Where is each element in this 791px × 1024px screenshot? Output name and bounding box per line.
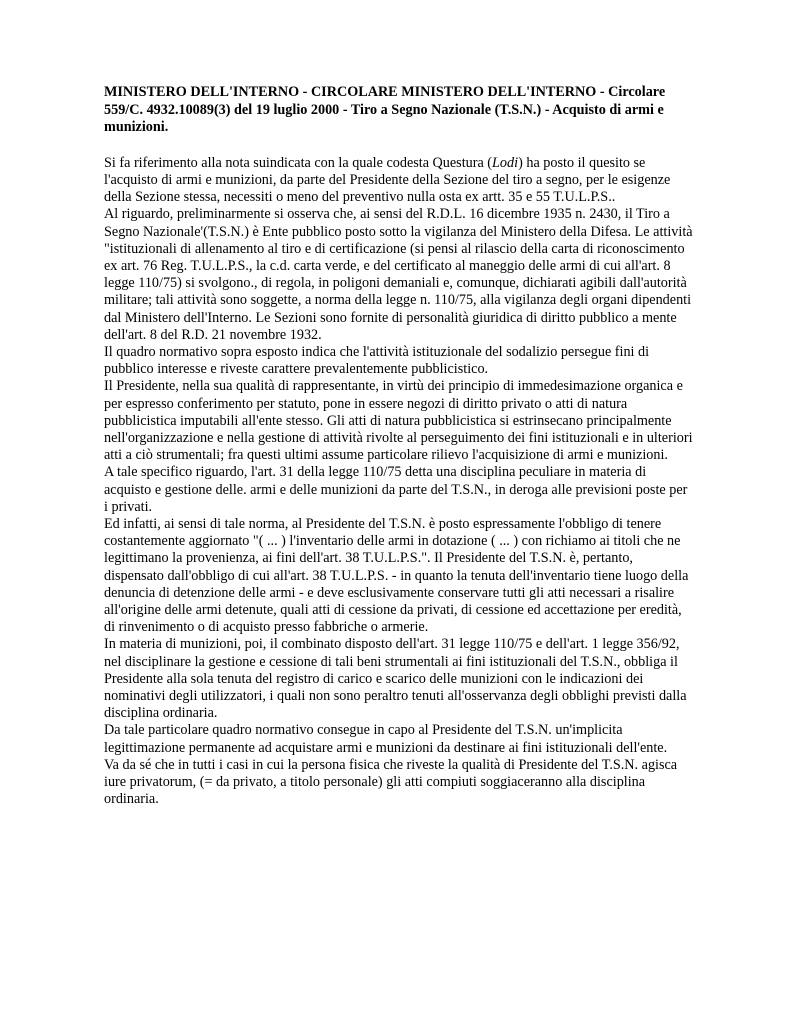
paragraph-1 (104, 155, 694, 207)
document-title: MINISTERO DELL'INTERNO - CIRCOLARE MINISTERO DELL'INTERNO - Circolare 559/C. 4932.10089(3) del 19 luglio 2000 - Tiro a Segno Nazionale (T.S.N.) - Acquisto di armi e munizioni. (104, 84, 666, 136)
paragraph-9: Va da sé che in tutti i casi in cui la persona fisica che riveste la qualità di Presidente del T.S.N. agisca iure privatorum, (= da privato, a titolo personale) gli atti compiuti soggiaceranno alla disciplina ordinaria. (104, 756, 678, 808)
paragraph-7: In materia di munizioni, poi, il combinato disposto dell'art. 31 legge 110/75 e dell'art. 1 legge 356/92, nel disciplinare la gestione e cessione di tali beni strumentali ai fini istituzionali del T.S.N., obbliga il Presidente alla sola tenuta del registro di carico e scarico delle munizioni con le indicazioni dei nominativi degli utilizzatori, i quali non sono peraltro tenuti all'osservanza degli obblighi previsti dalla disciplina ordinaria. (104, 636, 687, 722)
paragraph-1-italic: Lodi (492, 154, 519, 171)
paragraph-2: Al riguardo, preliminarmente si osserva che, ai sensi del R.D.L. 16 dicembre 1935 n. 2430, il Tiro a Segno Nazionale'(T.S.N.) è Ente pubblico posto sotto la vigilanza del Ministero della Difesa. Le attività "istituzionali di allenamento al tiro e di certificazione (si pensi al rilascio della carta di riconoscimento ex art. 76 Reg. T.U.L.P.S., la c.d. carta verde, e del certificato al maneggio delle armi di cui all'art. 8 legge 110/75) si svolgono., di regola, in poligoni demaniali e, comunque, dichiarati agibili dall'autorità militare; tali attività sono soggette, a norma della legge n. 110/75, alla vigilanza degli organi dipendenti dal Ministero dell'Interno. Le Sezioni sono fornite di personalità giuridica di diritto pubblico a mente dell'art. 8 del R.D. 21 novembre 1932. (104, 206, 693, 343)
paragraph-4: Il Presidente, nella sua qualità di rappresentante, in virtù dei principio di immedesimazione organica e per espresso conferimento per statuto, pone in essere negozi di diritto privato o atti di natura pubblicistica imputabili all'ente stesso. Gli atti di natura pubblicistica si estrinsecano principalmente nell'organizzazione e nella gestione di attività rivolte al perseguimento dei fini istituzionali e in ulteriori atti a ciò strumentali; fra questi ultimi assume particolare rilievo l'acquisizione di armi e munizioni. (104, 378, 693, 464)
document-body (104, 155, 694, 809)
paragraph-1-before: Si fa riferimento alla nota suindicata con la quale codesta Questura ( (104, 154, 493, 171)
document-page (104, 84, 694, 809)
paragraph-8: Da tale particolare quadro normativo consegue in capo al Presidente del T.S.N. un'implicita legittimazione permanente ad acquistare armi e munizioni da destinare ai fini istituzionali dell'ente. (104, 722, 668, 756)
paragraph-3: Il quadro normativo sopra esposto indica che l'attività istituzionale del sodalizio persegue fini di pubblico interesse e riveste carattere prevalentemente pubblicistico. (104, 344, 650, 378)
paragraph-6: Ed infatti, ai sensi di tale norma, al Presidente del T.S.N. è posto espressamente l'obbligo di tenere costantemente aggiornato "( ... ) l'inventario delle armi in dotazione ( ... ) con richiamo ai titoli che ne legittimano la provenienza, ai fini dell'art. 38 T.U.L.P.S.". Il Presidente del T.S.N. è, pertanto, dispensato dall'obbligo di cui all'art. 38 T.U.L.P.S. - in quanto la tenuta dell'inventario tiene luogo della denuncia di detenzione delle armi - e deve esclusivamente conservare tutti gli atti necessari a risalire all'origine delle armi detenute, quali atti di cessione da privati, di cessione ed accettazione per eredità, di rinvenimento o di acquisto presso fabbriche o armerie. (104, 516, 689, 636)
paragraph-5: A tale specifico riguardo, l'art. 31 della legge 110/75 detta una disciplina peculiare in materia di acquisto e gestione delle. armi e delle munizioni da parte del T.S.N., in deroga alle previsioni poste per i privati. (104, 464, 688, 515)
paragraph-1-after: ) ha posto il quesito se l'acquisto di armi e munizioni, da parte del Presidente della Sezione del tiro a segno, per le esigenze della Sezione stessa, necessiti o meno del preventivo nulla osta ex artt. 35 e 55 T.U.L.P.S.. (104, 154, 671, 206)
